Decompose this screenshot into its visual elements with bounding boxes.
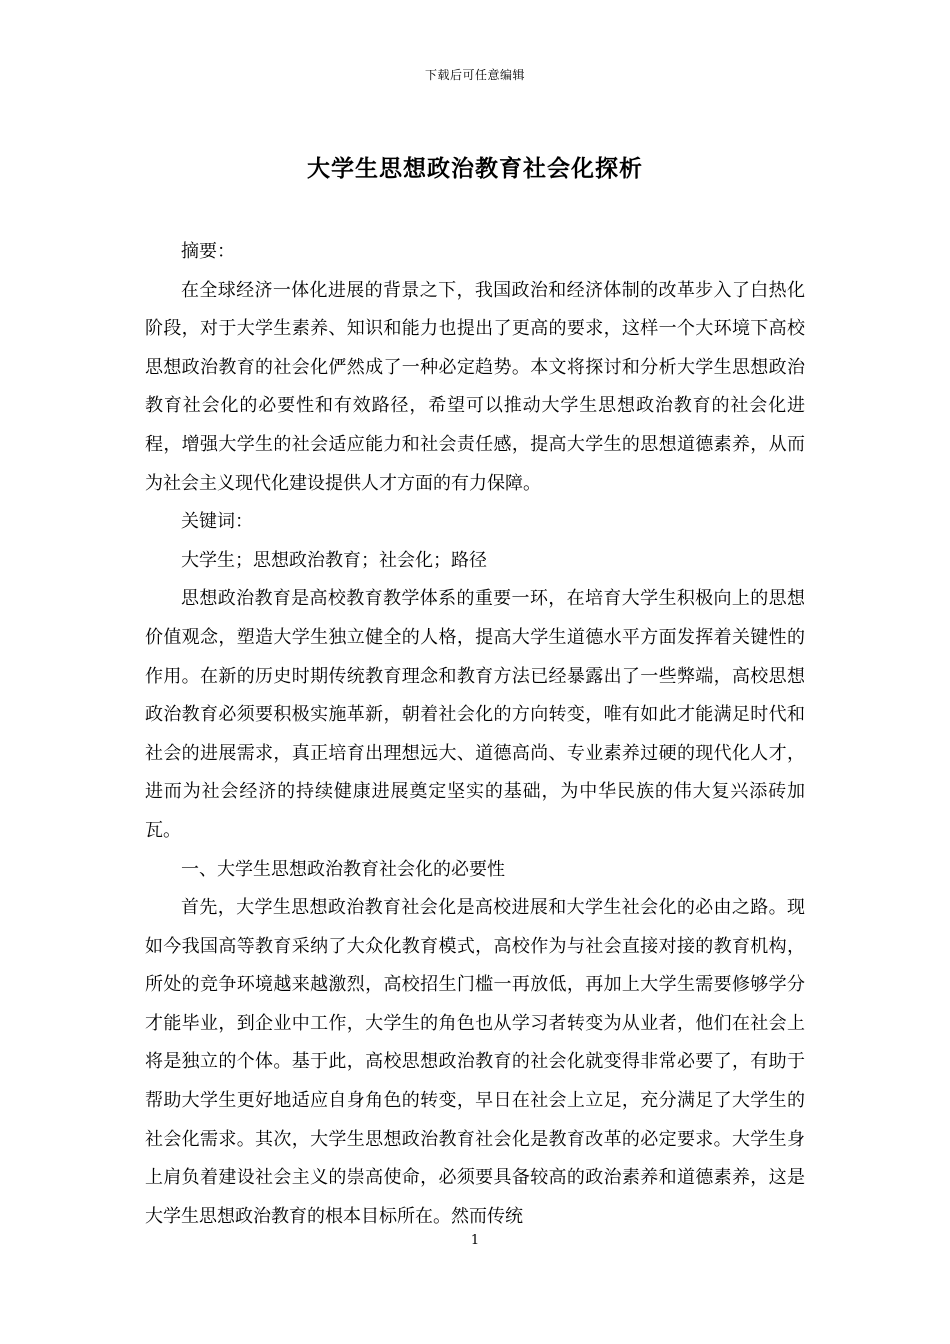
page-number: 1: [470, 1233, 480, 1248]
keywords-paragraph: 大学生；思想政治教育；社会化；路径: [181, 549, 487, 571]
abstract-label: 摘要：: [181, 241, 235, 262]
keywords-label: 关键词：: [181, 511, 253, 533]
document-body: [145, 233, 805, 1236]
section-heading: 一、大学生思想政治教育社会化的必要性: [181, 858, 505, 880]
intro-paragraph: 思想政治教育是高校教育教学体系的重要一环，在培育大学生积极向上的思想价值观念，塑造大学生独立健全的人格，提高大学生道德水平方面发挥着关键性的作用。在新的历史时期传统教育理念和教育方法已经暴露出了一些弊端，高校思想政治教育必须要积极实施革新，朝着社会化的方向转变，唯有如此才能满足时代和社会的进展需求，真正培育出理想远大、道德高尚、专业素养过硬的现代化人才，进而为社会经济的持续健康进展奠定坚实的基础，为中华民族的伟大复兴添砖加瓦。: [145, 588, 805, 841]
section-paragraph: 首先，大学生思想政治教育社会化是高校进展和大学生社会化的必由之路。现如今我国高等教育采纳了大众化教育模式，高校作为与社会直接对接的教育机构，所处的竞争环境越来越激烈，高校招生门槛一再放低，再加上大学生需要修够学分才能毕业，到企业中工作，大学生的角色也从学习者转变为从业者，他们在社会上将是独立的个体。基于此，高校思想政治教育的社会化就变得非常必要了，有助于帮助大学生更好地适应自身角色的转变，早日在社会上立足，充分满足了大学生的社会化需求。其次，大学生思想政治教育社会化是教育改革的必定要求。大学生身上肩负着建设社会主义的崇高使命，必须要具备较高的政治素养和道德素养，这是大学生思想政治教育的根本目标所在。然而传统: [145, 897, 805, 1227]
abstract-paragraph: 在全球经济一体化进展的背景之下，我国政治和经济体制的改革步入了白热化阶段，对于大学生素养、知识和能力也提出了更高的要求，这样一个大环境下高校思想政治教育的社会化俨然成了一种必定趋势。本文将探讨和分析大学生思想政治教育社会化的必要性和有效路径，希望可以推动大学生思想政治教育的社会化进程，增强大学生的社会适应能力和社会责任感，提高大学生的思想道德素养，从而为社会主义现代化建设提供人才方面的有力保障。: [145, 279, 805, 494]
header-note: 下载后可任意编辑: [424, 68, 525, 82]
document-title: 大学生思想政治教育社会化探析: [307, 155, 643, 182]
